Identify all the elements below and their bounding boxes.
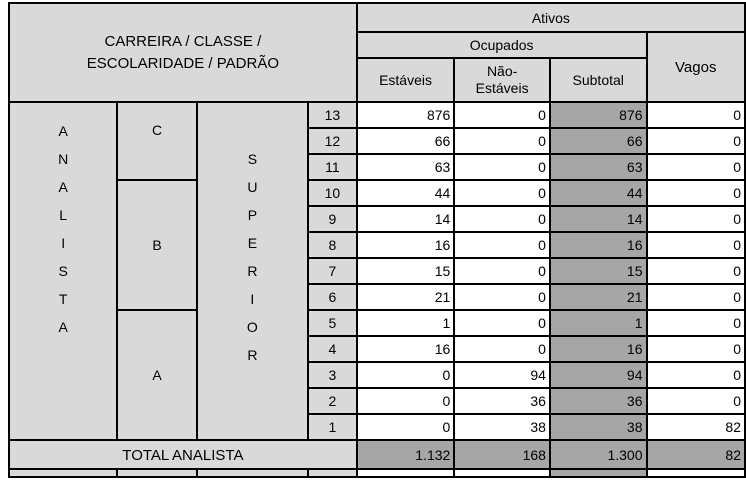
table-row (9, 180, 745, 206)
subtotal-header: Subtotal (550, 58, 647, 102)
vagos-cell: 0 (647, 232, 746, 258)
classe-label: A (152, 366, 162, 383)
padrao-cell: 3 (308, 362, 357, 388)
classe-c-cell (117, 102, 196, 180)
subtotal-cell: 16 (550, 336, 647, 362)
nao-estaveis-cell: 0 (454, 232, 550, 258)
nao-estaveis-header (454, 58, 550, 102)
vagos-cell: 0 (647, 128, 746, 154)
subtotal-cell: 1 (550, 310, 647, 336)
nao-estaveis-cell: 0 (454, 310, 550, 336)
nao-estaveis-cell: 0 (454, 336, 550, 362)
vagos-cell: 0 (647, 310, 746, 336)
total-estaveis: 1.132 (357, 440, 455, 469)
subtotal-cell: 63 (550, 154, 647, 180)
header-line-1: CARREIRA / CLASSE / (104, 32, 262, 50)
classe-a-cell (117, 310, 196, 440)
nao-estaveis-cell: 0 (454, 102, 550, 128)
nao-estaveis-cell: 0 (454, 180, 550, 206)
padrao-cell: 4 (308, 336, 357, 362)
carreira-classe-header (9, 3, 357, 102)
carreira-letter: A (58, 123, 68, 139)
vagos-cell: 0 (647, 154, 746, 180)
subtotal-cell: 38 (550, 414, 647, 440)
vagos-cell: 0 (647, 388, 746, 414)
vagos-header: Vagos (647, 32, 746, 102)
subtotal-cell: 21 (550, 284, 647, 310)
subtotal-cell: 66 (550, 128, 647, 154)
estaveis-cell: 1 (357, 310, 455, 336)
escolaridade-superior-cell (197, 102, 308, 440)
total-vagos: 82 (647, 440, 746, 469)
carreira-letter: A (58, 319, 68, 335)
carreira-analista-cell (9, 102, 117, 440)
vagos-cell: 0 (647, 336, 746, 362)
carreira-letter: I (61, 235, 66, 251)
classe-label: B (152, 236, 162, 253)
padrao-cell: 2 (308, 388, 357, 414)
escolaridade-letter: I (250, 291, 255, 307)
classe-b-cell (117, 180, 196, 310)
table-row-cropped (9, 469, 745, 477)
padrao-cell: 12 (308, 128, 357, 154)
padrao-cell: 1 (308, 414, 357, 440)
subtotal-cell: 36 (550, 388, 647, 414)
estaveis-cell: 0 (357, 362, 455, 388)
table-row (9, 102, 745, 128)
subtotal-cell: 94 (550, 362, 647, 388)
total-row (9, 440, 745, 469)
padrao-cell: 8 (308, 232, 357, 258)
estaveis-cell: 44 (357, 180, 455, 206)
padrao-cell: 13 (308, 102, 357, 128)
nao-estaveis-cell: 0 (454, 206, 550, 232)
vagos-cell: 82 (647, 414, 746, 440)
carreira-letter: A (58, 179, 68, 195)
estaveis-header: Estáveis (357, 58, 455, 102)
escolaridade-letter: R (247, 263, 258, 279)
carreira-letter: T (58, 291, 68, 307)
nao-estaveis-line-2: Estáveis (475, 80, 529, 96)
estaveis-cell: 0 (357, 388, 455, 414)
carreira-letter: S (58, 263, 68, 279)
subtotal-cell: 16 (550, 232, 647, 258)
nao-estaveis-cell: 38 (454, 414, 550, 440)
escolaridade-letter: S (247, 151, 258, 167)
subtotal-cell: 14 (550, 206, 647, 232)
total-label: TOTAL ANALISTA (9, 440, 357, 469)
estaveis-cell: 16 (357, 232, 455, 258)
nao-estaveis-line-1: Não- (486, 63, 518, 79)
estaveis-cell: 14 (357, 206, 455, 232)
vagos-cell: 0 (647, 180, 746, 206)
subtotal-cell: 15 (550, 258, 647, 284)
estaveis-cell: 15 (357, 258, 455, 284)
padrao-cell: 9 (308, 206, 357, 232)
vagos-cell: 0 (647, 258, 746, 284)
estaveis-cell: 876 (357, 102, 455, 128)
estaveis-cell: 0 (357, 414, 455, 440)
ativos-header: Ativos (357, 3, 745, 32)
padrao-cell: 7 (308, 258, 357, 284)
nao-estaveis-cell: 0 (454, 284, 550, 310)
nao-estaveis-cell: 0 (454, 258, 550, 284)
vagos-cell: 0 (647, 362, 746, 388)
estaveis-cell: 66 (357, 128, 455, 154)
padrao-cell: 10 (308, 180, 357, 206)
escolaridade-letter: E (247, 235, 258, 251)
vagos-cell: 0 (647, 284, 746, 310)
padrao-cell: 6 (308, 284, 357, 310)
carreira-letter: L (59, 207, 68, 223)
header-line-2: ESCOLARIDADE / PADRÃO (86, 54, 280, 72)
classe-label: C (151, 122, 163, 138)
escolaridade-letter: R (247, 347, 258, 363)
total-nao-estaveis: 168 (454, 440, 550, 469)
total-subtotal: 1.300 (550, 440, 647, 469)
escolaridade-letter: P (247, 207, 258, 223)
nao-estaveis-cell: 0 (454, 154, 550, 180)
estaveis-cell: 63 (357, 154, 455, 180)
carreira-letter: N (58, 151, 69, 167)
cargos-table (8, 2, 746, 478)
escolaridade-letter: U (247, 179, 258, 195)
padrao-cell: 5 (308, 310, 357, 336)
nao-estaveis-cell: 0 (454, 128, 550, 154)
estaveis-cell: 21 (357, 284, 455, 310)
padrao-cell: 11 (308, 154, 357, 180)
vagos-cell: 0 (647, 206, 746, 232)
subtotal-cell: 44 (550, 180, 647, 206)
escolaridade-letter: O (246, 319, 258, 335)
nao-estaveis-cell: 94 (454, 362, 550, 388)
subtotal-cell: 876 (550, 102, 647, 128)
vagos-cell: 0 (647, 102, 746, 128)
estaveis-cell: 16 (357, 336, 455, 362)
table-row (9, 310, 745, 336)
ocupados-header: Ocupados (357, 32, 647, 58)
nao-estaveis-cell: 36 (454, 388, 550, 414)
